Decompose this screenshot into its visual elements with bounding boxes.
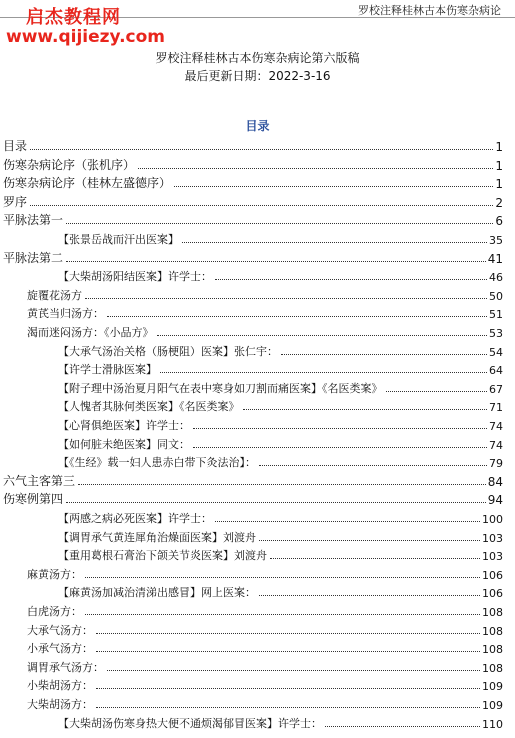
toc-entry-title: 调胃承气汤方： (27, 660, 104, 674)
toc-entry-title: 大承气汤方： (27, 623, 93, 637)
toc-entry-title: 【大柴胡汤阳结医案】许学士： (58, 270, 212, 284)
toc-entry[interactable] (0, 489, 503, 507)
toc-entry-page: 64 (489, 364, 503, 378)
toc-entry[interactable] (0, 192, 503, 210)
toc-entry[interactable] (0, 434, 503, 452)
toc-dot-leader (160, 372, 487, 373)
toc-entry-title: 小柴胡汤方： (27, 679, 93, 693)
toc-entry-page: 50 (489, 289, 503, 303)
toc-entry-page: 106 (482, 568, 503, 582)
toc-entry[interactable] (0, 713, 503, 731)
toc-entry[interactable] (0, 452, 503, 470)
toc-entry-title: 【大承气汤治关格（肠梗阻）医案】张仁宇： (58, 344, 278, 358)
toc-entry[interactable] (0, 303, 503, 321)
toc-dot-leader (85, 577, 480, 578)
toc-dot-leader (138, 168, 493, 169)
toc-entry[interactable] (0, 527, 503, 545)
toc-entry-page: 2 (495, 195, 503, 210)
toc-entry-page: 41 (487, 251, 503, 266)
toc-entry-title: 小承气汤方： (27, 642, 93, 656)
toc-entry-title: 【大柴胡汤伤寒身热大便不通烦渴郁冒医案】许学士： (58, 716, 322, 730)
toc-entry[interactable] (0, 396, 503, 414)
toc-entry[interactable] (0, 341, 503, 359)
toc-entry-title: 黄芪当归汤方： (27, 307, 104, 321)
toc-dot-leader (96, 633, 480, 634)
toc-entry-title: 【《生经》载一妇人患赤白带下灸法治】： (58, 456, 256, 470)
toc-entry-title: 伤寒例第四 (3, 492, 64, 507)
toc-entry[interactable] (0, 322, 503, 340)
toc-entry-title: 【两感之病必死医案】许学士： (58, 512, 212, 525)
toc-entry[interactable] (0, 638, 503, 656)
toc-entry-title: 目录 (3, 139, 28, 153)
toc-entry[interactable] (0, 471, 503, 489)
toc-dot-leader (259, 595, 480, 596)
toc-dot-leader (243, 409, 488, 410)
toc-entry-title: 伤寒杂病论序（桂林左盛德序） (3, 176, 172, 191)
toc-dot-leader (386, 391, 488, 392)
toc-dot-leader (215, 521, 480, 522)
toc-entry[interactable] (0, 378, 503, 396)
toc-entry-page: 35 (489, 234, 503, 247)
toc-entry-title: 白虎汤方： (27, 605, 82, 618)
toc-entry-title: 平脉法第二 (3, 250, 64, 265)
toc-entry[interactable] (0, 136, 503, 154)
toc-entry-page: 109 (482, 699, 503, 712)
toc-entry-title: 【张景岳战而汗出医案】 (58, 233, 179, 246)
toc-entry-title: 伤寒杂病论序（张机序） (3, 157, 136, 172)
toc-entry-page: 106 (482, 587, 503, 601)
toc-entry-title: 【人愧者其脉何类医案】《名医类案》 (58, 400, 240, 414)
toc-entry[interactable] (0, 675, 503, 693)
toc-entry-page: 108 (482, 643, 503, 657)
toc-dot-leader (96, 651, 480, 652)
toc-entry-page: 71 (489, 401, 503, 415)
toc-entry-page: 53 (489, 327, 503, 340)
toc-entry[interactable] (0, 620, 503, 638)
toc-entry[interactable] (0, 582, 503, 600)
toc-entry[interactable] (0, 415, 503, 433)
toc-entry[interactable] (0, 155, 503, 173)
toc-dot-leader (259, 465, 487, 466)
toc-entry[interactable] (0, 266, 503, 284)
toc-entry[interactable] (0, 285, 503, 303)
toc-entry[interactable] (0, 657, 503, 675)
toc-entry-page: 108 (482, 624, 503, 638)
toc-entry-title: 渴而迷闷汤方：《小品方》 (27, 326, 154, 339)
toc-entry-title: 【心肾俱绝医案】许学士： (58, 419, 190, 432)
toc-entry[interactable] (0, 601, 503, 619)
toc-entry-title: 麻黄汤方： (27, 567, 82, 581)
toc-dot-leader (157, 335, 488, 336)
toc-entry[interactable] (0, 359, 503, 377)
toc-dot-leader (182, 242, 487, 243)
toc-entry-page: 67 (489, 382, 503, 396)
toc-entry-page: 100 (482, 513, 503, 526)
toc-entry-page: 74 (489, 438, 503, 452)
toc-entry-title: 【麻黄汤加减治清涕出感冒】网上医案： (58, 586, 256, 600)
toc-entry-page: 1 (495, 177, 503, 192)
toc-entry-title: 旋覆花汤方 (27, 288, 82, 302)
toc-entry[interactable] (0, 229, 503, 247)
toc-entry[interactable] (0, 248, 503, 266)
toc-dot-leader (325, 726, 480, 727)
toc-entry-title: 【重用葛根石膏治下颌关节炎医案】刘渡舟 (58, 549, 267, 563)
toc-entry-page: 94 (487, 493, 503, 508)
toc-entry[interactable] (0, 210, 503, 228)
toc-entry-title: 【调胃承气黄连犀角治燥面医案】刘渡舟 (58, 530, 256, 544)
toc-entry[interactable] (0, 173, 503, 191)
toc-entry-page: 1 (495, 140, 503, 154)
toc-dot-leader (66, 502, 486, 503)
toc-entry-page: 54 (489, 345, 503, 359)
running-header-title: 罗校注释桂林古本伤寒杂病论 (358, 4, 501, 17)
watermark-site-name: 启杰教程网 (26, 7, 121, 28)
toc-entry[interactable] (0, 508, 503, 526)
toc-heading: 目录 (245, 119, 270, 133)
toc-entry-page: 103 (482, 531, 503, 545)
toc-entry-title: 【附子理中汤治夏月阳气在表中寒身如刀割而痛医案】《名医类案》 (58, 381, 383, 395)
toc-entry-page: 6 (495, 214, 503, 229)
toc-dot-leader (96, 707, 480, 708)
toc-dot-leader (85, 298, 487, 299)
toc-entry-page: 110 (482, 717, 503, 731)
toc-dot-leader (85, 614, 480, 615)
toc-dot-leader (30, 149, 493, 150)
toc-dot-leader (96, 688, 480, 689)
toc-entry-title: 罗序 (3, 194, 28, 209)
toc-dot-leader (193, 447, 487, 448)
toc-entry-title: 六气主客第三 (3, 473, 76, 488)
toc-dot-leader (215, 279, 487, 280)
toc-dot-leader (193, 428, 487, 429)
toc-entry-title: 平脉法第一 (3, 213, 64, 228)
toc-entry-page: 109 (482, 680, 503, 694)
toc-entry-page: 1 (495, 158, 503, 173)
toc-dot-leader (30, 205, 493, 206)
toc-dot-leader (66, 223, 493, 224)
toc-dot-leader (78, 484, 486, 485)
toc-dot-leader (66, 261, 486, 262)
toc-entry[interactable] (0, 564, 503, 582)
toc-entry[interactable] (0, 545, 503, 563)
toc-dot-leader (107, 316, 487, 317)
toc-entry-page: 46 (489, 271, 503, 285)
toc-entry-page: 74 (489, 420, 503, 433)
toc-entry[interactable] (0, 694, 503, 712)
toc-entry-page: 108 (482, 661, 503, 675)
toc-entry-title: 【许学士滑脉医案】 (58, 363, 157, 377)
document-updated-date: 最后更新日期：2022-3-16 (184, 69, 331, 83)
toc-entry-title: 【如何脏未绝医案】同文： (58, 437, 190, 451)
toc-entry-page: 108 (482, 606, 503, 619)
toc-dot-leader (270, 558, 480, 559)
toc-entry-page: 103 (482, 550, 503, 564)
toc-entry-page: 79 (489, 457, 503, 471)
toc-dot-leader (259, 540, 480, 541)
toc-dot-leader (281, 354, 487, 355)
toc-entry-title: 大柴胡汤方： (27, 698, 93, 711)
toc-dot-leader (107, 670, 480, 671)
toc-dot-leader (174, 186, 493, 187)
toc-entry-page: 51 (489, 308, 503, 322)
document-title: 罗校注释桂林古本伤寒杂病论第六版稿 (155, 51, 360, 65)
toc-entry-page: 84 (487, 474, 503, 489)
watermark-url: www.qijiezy.com (6, 27, 166, 47)
